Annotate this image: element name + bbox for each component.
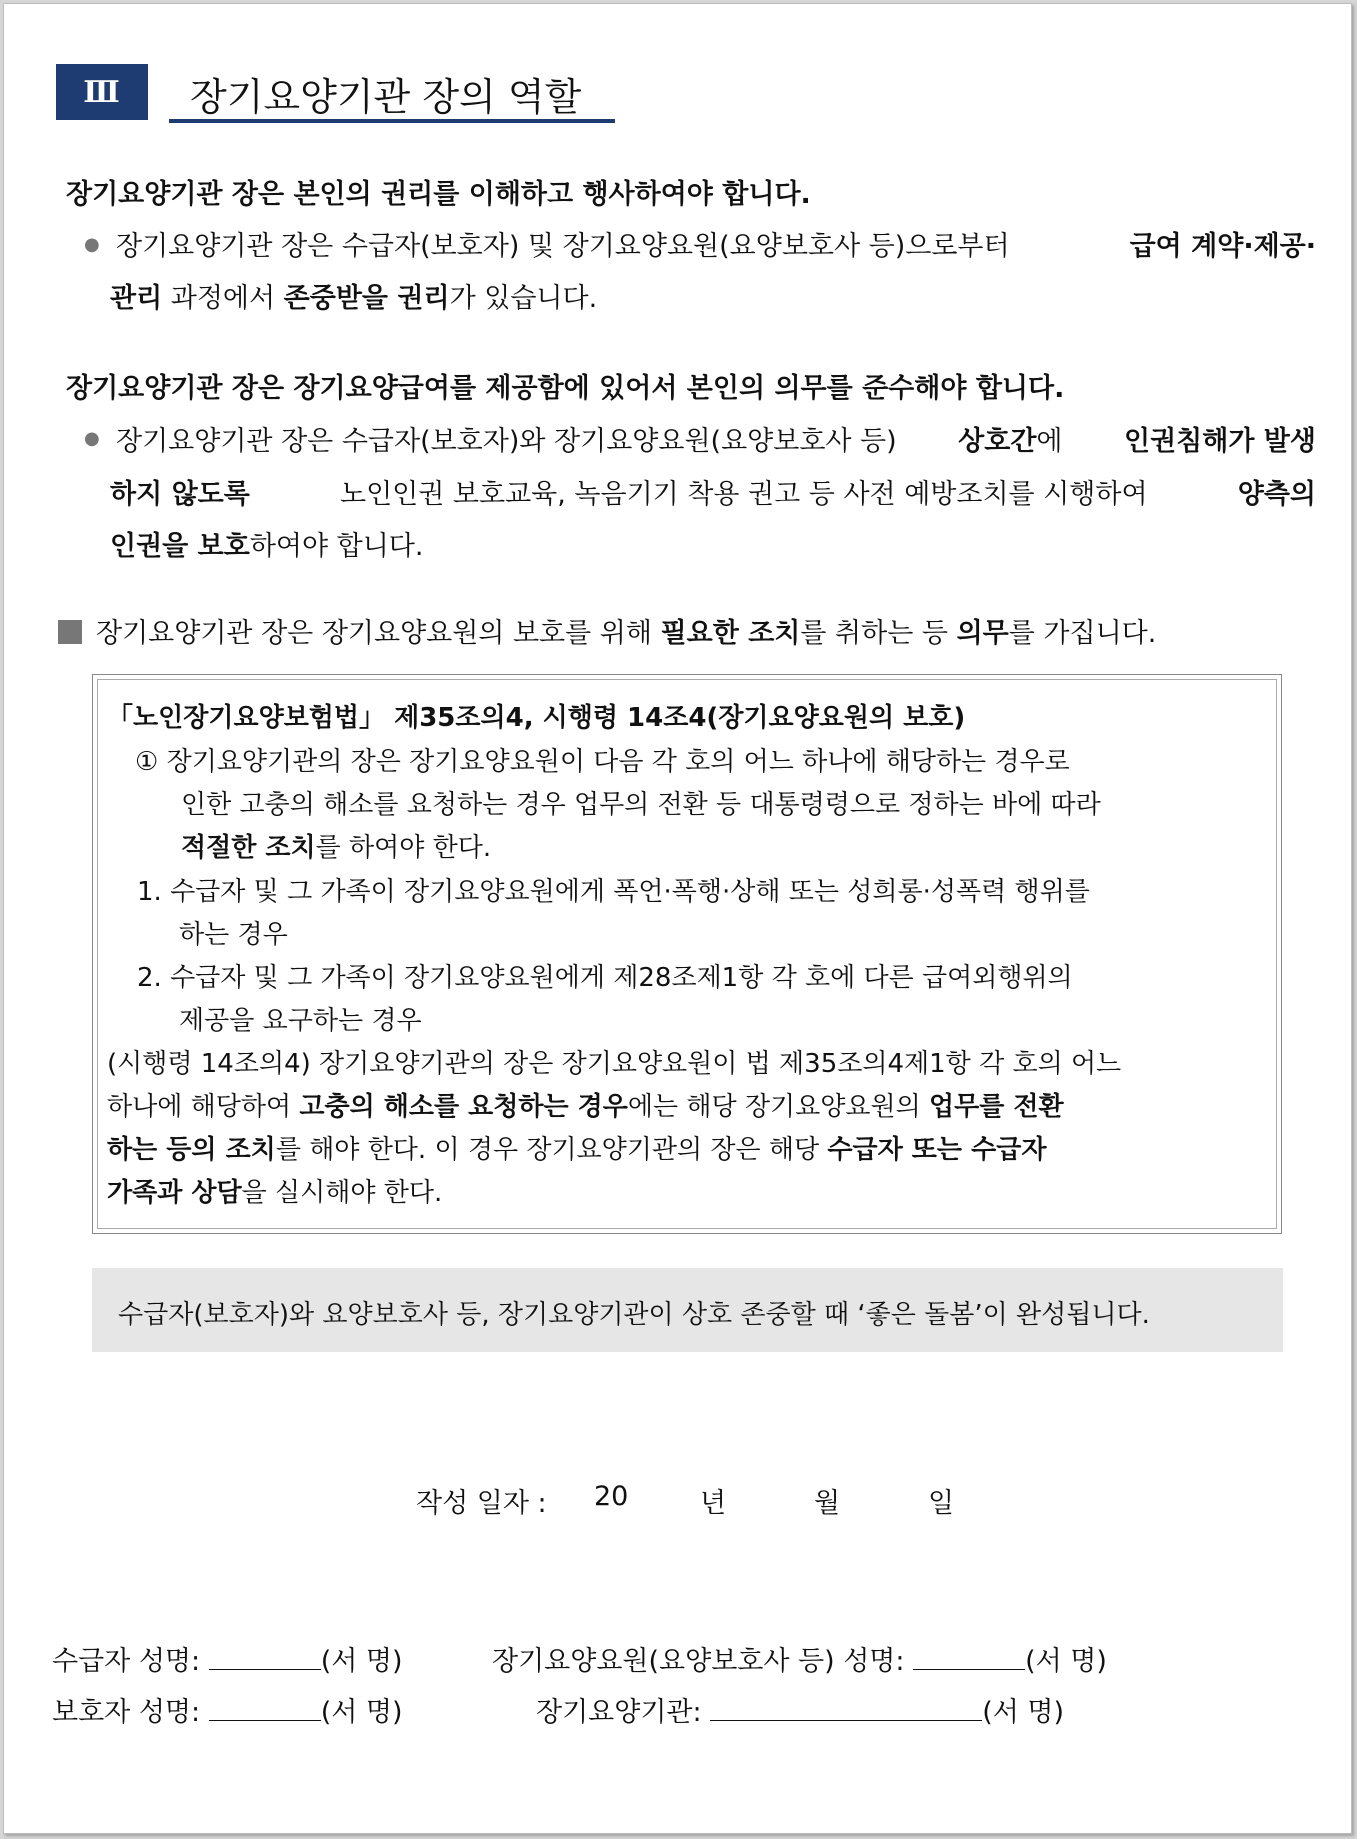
- duties-emphasis: 상호간: [958, 426, 1037, 457]
- guardian-name-field[interactable]: [209, 1694, 321, 1721]
- caregiver-sign-mark: (서 명): [1025, 1646, 1107, 1677]
- law-sub1-line2: 하는 경우: [179, 920, 288, 950]
- law-sub2-line1: 2. 수급자 및 그 가족이 장기요양요원에게 제28조제1항 각 호에 다른 급여외행위의: [137, 963, 1073, 993]
- law-text: 을 실시해야 한다.: [241, 1178, 443, 1208]
- protection-text: 장기요양기관 장은 장기요양요원의 보호를 위해: [96, 618, 652, 649]
- decree-line3: [107, 1129, 1046, 1166]
- institution-sign-mark: (서 명): [982, 1697, 1065, 1728]
- law-sub1-line1: 1. 수급자 및 그 가족이 장기요양요원에게 폭언·폭행·상해 또는 성희롱·성폭력 행위를: [137, 877, 1090, 907]
- institution-signature-row: [536, 1690, 1064, 1729]
- caregiver-name-field[interactable]: [913, 1643, 1025, 1670]
- rights-bullet-line1: [116, 224, 1316, 263]
- law-text: 에는 해당 장기요양요원의: [627, 1092, 921, 1122]
- law-text: 하나에 해당하여: [107, 1092, 292, 1122]
- law-text: ① 장기요양기관의 장은 장기요양요원이 다음 각 호의 어느 하나에 해당하는 경우로: [135, 747, 1070, 777]
- closing-message: 수급자(보호자)와 요양보호사 등, 장기요양기관이 상호 존중할 때 ‘좋은 돌봄’이 완성됩니다.: [118, 1300, 1150, 1330]
- protection-emphasis: 의무: [956, 618, 1009, 649]
- duties-line1: [116, 419, 1316, 458]
- title-underline: [169, 119, 615, 123]
- recipient-name-label: 수급자 성명:: [52, 1646, 201, 1677]
- guardian-name-label: 보호자 성명:: [52, 1697, 201, 1728]
- section-title: 장기요양기관 장의 역할: [190, 75, 582, 119]
- law-emphasis: 적절한 조치: [181, 833, 316, 863]
- closing-message-box: [92, 1268, 1283, 1352]
- date-label: 작성 일자 :: [416, 1488, 547, 1519]
- rights-emphasis: 급여 계약·제공·: [1129, 231, 1316, 262]
- recipient-name-field[interactable]: [209, 1643, 321, 1670]
- rights-bullet-line2: [110, 276, 597, 315]
- duties-text: 에: [1036, 426, 1063, 457]
- decree-line2: [107, 1086, 1064, 1123]
- duties-text: 노인인권 보호교육, 녹음기기 착용 권고 등 사전 예방조치를 시행하여: [340, 479, 1148, 510]
- law-excerpt-box: [92, 674, 1282, 1234]
- protection-text: 를 취하는 등: [800, 618, 948, 649]
- law-emphasis: 업무를 전환: [928, 1092, 1064, 1122]
- institution-name-field[interactable]: [710, 1694, 982, 1721]
- duties-emphasis: 인권침해가 발생: [1124, 426, 1316, 457]
- duties-text: 하여야 합니다.: [249, 531, 424, 562]
- date-year-prefix: 20: [594, 1481, 629, 1512]
- law-sub2-line2: 제공을 요구하는 경우: [179, 1006, 422, 1036]
- law-emphasis: 고충의 해소를 요청하는 경우: [299, 1092, 628, 1122]
- law-title: 「노인장기요양보험법」 제35조의4, 시행령 14조4(장기요양요원의 보호): [107, 703, 966, 733]
- rights-emphasis: 관리: [110, 283, 163, 314]
- bullet-dot-icon: ●: [84, 428, 100, 449]
- decree-line4: [107, 1172, 442, 1209]
- section-number: Ⅲ: [83, 74, 121, 110]
- law-text: 를 하여야 한다.: [315, 833, 492, 863]
- protection-statement: [96, 611, 1156, 650]
- section-number-badge: [56, 64, 148, 120]
- law-emphasis: 수급자 또는 수급자: [827, 1135, 1047, 1165]
- caregiver-signature-row: [492, 1639, 1107, 1678]
- bullet-dot-icon: ●: [84, 234, 100, 255]
- law-text: 를 해야 한다. 이 경우 장기요양기관의 장은 해당: [275, 1135, 820, 1165]
- law-item1-line2: 인한 고충의 해소를 요청하는 경우 업무의 전환 등 대통령령으로 정하는 바에 따라: [181, 790, 1101, 820]
- protection-emphasis: 필요한 조치: [660, 618, 801, 649]
- law-item1-line1: [135, 741, 1265, 778]
- rights-emphasis: 존중받을 권리: [283, 283, 450, 314]
- date-year-unit: 년: [700, 1488, 727, 1519]
- law-item1-line3: [181, 827, 491, 864]
- duties-emphasis: 하지 않도록: [110, 479, 250, 510]
- duties-line3: [110, 524, 423, 563]
- law-emphasis: 하는 등의 조치: [107, 1135, 276, 1165]
- duties-emphasis: 인권을 보호: [110, 531, 250, 562]
- date-month-unit: 월: [814, 1488, 841, 1519]
- duties-heading: 장기요양기관 장은 장기요양급여를 제공함에 있어서 본인의 의무를 준수해야 합니다.: [66, 373, 1065, 404]
- guardian-signature-row: [52, 1690, 403, 1729]
- duties-emphasis: 양측의: [1237, 479, 1316, 510]
- caregiver-name-label: 장기요양요원(요양보호사 등) 성명:: [492, 1646, 905, 1677]
- decree-line1: (시행령 14조의4) 장기요양기관의 장은 장기요양요원이 법 제35조의4제1항 각 호의 어느: [107, 1049, 1122, 1079]
- rights-text: 장기요양기관 장은 수급자(보호자) 및 장기요양요원(요양보호사 등)으로부터: [116, 231, 1010, 262]
- protection-text: 를 가집니다.: [1008, 618, 1157, 649]
- guardian-sign-mark: (서 명): [320, 1697, 403, 1728]
- recipient-signature-row: [52, 1639, 403, 1678]
- duties-text: 장기요양기관 장은 수급자(보호자)와 장기요양요원(요양보호사 등): [116, 426, 897, 457]
- square-bullet-icon: [58, 620, 82, 644]
- date-day-unit: 일: [928, 1488, 955, 1519]
- rights-text: 과정에서: [162, 283, 284, 314]
- duties-line2: [110, 472, 1316, 511]
- law-emphasis: 가족과 상담: [107, 1178, 242, 1208]
- consent-page: [3, 3, 1352, 1834]
- rights-text: 가 있습니다.: [449, 283, 598, 314]
- recipient-sign-mark: (서 명): [320, 1646, 403, 1677]
- institution-name-label: 장기요양기관:: [536, 1697, 702, 1728]
- rights-heading: 장기요양기관 장은 본인의 권리를 이해하고 행사하여야 합니다.: [66, 179, 811, 210]
